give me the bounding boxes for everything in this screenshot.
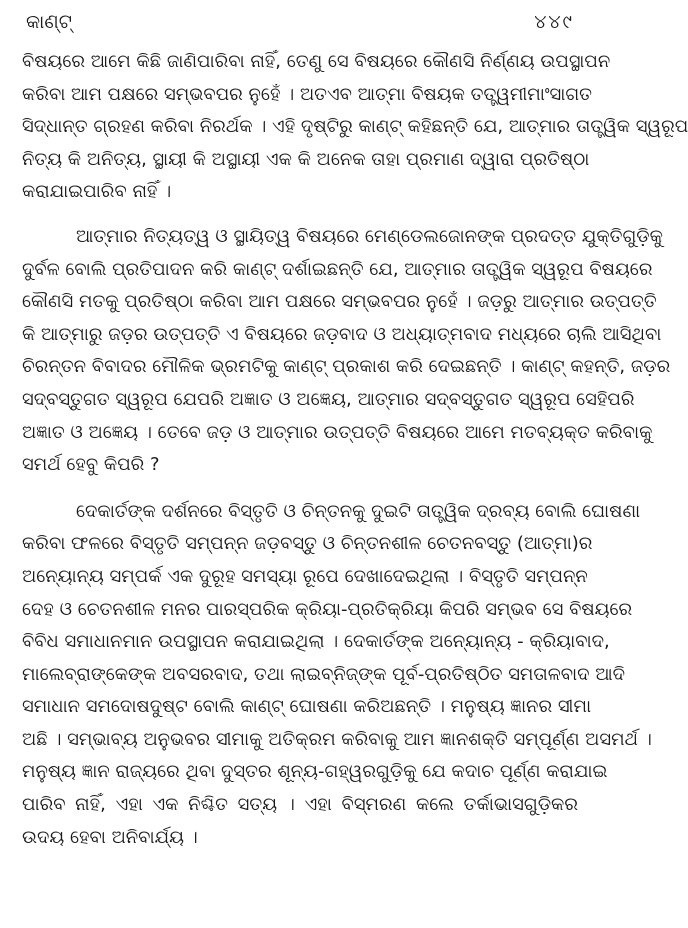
paragraph-line: ବିଷୟରେ ଆମେ କିଛି ଜାଣିପାରିବା ନାହିଁ, ତେଣୁ ସେ ବିଷୟରେ କୌଣସି ନିର୍ଣ୍ଣୟ ଉପସ୍ଥାପନ [22,51,611,72]
paragraph-line: ଅନ୍ୟୋନ୍ୟ ସମ୍ପର୍କ ଏକ ଦୁରୂହ ସମସ୍ୟା ରୂପେ ଦେଖାଦେଇଥିଲା । ବିସ୍ତୃତି ସମ୍ପନ୍ନ [22,565,588,587]
paragraph-line: ବିବିଧ ସମାଧାନମାନ ଉପସ୍ଥାପନ କରାଯାଇଥିଲା । ଦେକାର୍ତଙ୍କ ଅନ୍ୟୋନ୍ୟ - କ୍ରିୟାବାଦ, [22,631,610,653]
paragraph-line: ଚିରନ୍ତନ ବିବାଦର ମୌଳିକ ଭ୍ରମଟିକୁ କାଣ୍ଟ୍ ପ୍ରକାଶ କରି ଦେଇଛନ୍ତି । କାଣ୍ଟ୍ କହନ୍ତି, ଜଡ଼ର [22,356,671,378]
paragraph-line: ଉଦୟ ହେବା ଅନିବାର୍ଯ୍ୟ । [22,826,198,848]
paragraph-line: ମାଲେବ୍ରାଙ୍କେଙ୍କ ଅବସରବାଦ, ତଥା ଲାଇବ୍‌ନିଜ୍‌ଙ୍କ ପୂର୍ବ-ପ୍ରତିଷ୍ଠିତ ସମତାଳବାଦ ଆଦି [22,663,625,685]
paragraph-line: କରିବା ଆମ ପକ୍ଷରେ ସମ୍ଭବପର ନୁହେଁ । ଅତଏବ ଆତ୍ମା ବିଷୟକ ତତ୍ତ୍ୱମୀମାଂସାଗତ [22,83,592,105]
paragraph-line: ସିଦ୍ଧାନ୍ତ ଗ୍ରହଣ କରିବା ନିରର୍ଥକ । ଏହି ଦୃଷ୍ଟିରୁ କାଣ୍ଟ୍ କହିଛନ୍ତି ଯେ, ଆତ୍ମାର ତାତ୍ତ୍ୱିକ ସ୍ୱରୂପ [22,116,688,138]
paragraph-line: ସମର୍ଥ ହେବୁ କିପରି ? [22,454,160,476]
paragraph-line: ପାରିବ ନାହିଁ, ଏହା ଏକ ନିଶ୍ଚିତ ସତ୍ୟ । ଏହା ବିସ୍ମରଣ କଲେ ତର୍କାଭାସଗୁଡ଼ିକର [22,794,578,816]
header-title: କାଣ୍ଟ୍ [26,11,72,33]
paragraph-line: କରିବା ଫଳରେ ବିସ୍ତୃତି ସମ୍ପନ୍ନ ଜଡ଼ବସ୍ତୁ ଓ ଚିନ୍ତନଶୀଳ ଚେତନବସ୍ତୁ (ଆତ୍ମା)ର [22,533,593,555]
paragraph-line: ମନୁଷ୍ୟ ଜ୍ଞାନ ରାଜ୍ୟରେ ଥିବା ଦୁସ୍ତର ଶୂନ୍ୟ-ଗହ୍ୱରଗୁଡ଼ିକୁ ଯେ କଦାଚ ପୂର୍ଣ୍ଣ କରାଯାଇ [22,761,608,783]
paragraph-line: ଅଜ୍ଞାତ ଓ ଅଜ୍ଞେୟ । ତେବେ ଜଡ଼ ଓ ଆତ୍ମାର ଉତ୍ପତ୍ତି ବିଷୟରେ ଆମେ ମତବ୍ୟକ୍ତ କରିବାକୁ [22,421,653,443]
paragraph-3 [22,496,652,855]
paragraph-line: ସମାଧାନ ସମଦୋଷଦୁଷ୍ଟ ବୋଲି କାଣ୍ଟ୍ ଘୋଷଣା କରିଅଛନ୍ତି । ମନୁଷ୍ୟ ଜ୍ଞାନର ସୀମା [22,696,592,718]
running-header [20,8,580,36]
paragraph-line: ସଦ୍‌ବସ୍ତୁଗତ ସ୍ୱରୂପ ଯେପରି ଅଜ୍ଞାତ ଓ ଅଜ୍ଞେୟ, ଆତ୍ମାର ସଦ୍‌ବସ୍ତୁଗତ ସ୍ୱରୂପ ସେହିପରି [22,388,635,410]
paragraph-line: ଦୁର୍ବଳ ବୋଲି ପ୍ରତିପାଦନ କରି କାଣ୍ଟ୍ ଦର୍ଶାଇଛନ୍ତି ଯେ, ଆତ୍ମାର ତାତ୍ତ୍ୱିକ ସ୍ୱରୂପ ବିଷୟରେ [22,258,653,280]
paragraph-line: କି ଆତ୍ମାରୁ ଜଡ଼ର ଉତ୍ପତ୍ତି ଏ ବିଷୟରେ ଜଡ଼ବାଦ ଓ ଅଧ୍ୟାତ୍ମବାଦ ମଧ୍ୟରେ ଚାଲି ଆସିଥିବା [22,323,662,345]
body-text [22,46,688,854]
paragraph-2 [22,221,671,482]
paragraph-1 [22,46,688,209]
paragraph-line: ଦେହ ଓ ଚେତନଶୀଳ ମନର ପାରସ୍ପରିକ କ୍ରିୟା-ପ୍ରତିକ୍ରିୟା କିପରି ସମ୍ଭବ ସେ ବିଷୟରେ [22,598,633,620]
paragraph-line: କୌଣସି ମତକୁ ପ୍ରତିଷ୍ଠା କରିବା ଆମ ପକ୍ଷରେ ସମ୍ଭବପର ନୁହେଁ । ଜଡ଼ରୁ ଆତ୍ମାର ଉତ୍ପତ୍ତି [22,291,657,313]
paragraph-line: ଦେକାର୍ତଙ୍କ ଦର୍ଶନରେ ବିସ୍ତୃତି ଓ ଚିନ୍ତନକୁ ଦୁଇଟି ତାତ୍ତ୍ୱିକ ଦ୍ରବ୍ୟ ବୋଲି ଘୋଷଣା [76,500,641,522]
paragraph-line: ଆତ୍ମାର ନିତ୍ୟତ୍ୱ ଓ ସ୍ଥାୟିତ୍ୱ ବିଷୟରେ ମେଣ୍ଡେଲଜୋନଙ୍କ ପ୍ରଦତ୍ତ ଯୁକ୍ତିଗୁଡ଼ିକୁ [76,225,663,247]
page-number: ୪୪୯ [534,11,574,33]
paragraph-line: ନିତ୍ୟ କି ଅନିତ୍ୟ, ସ୍ଥାୟୀ କି ଅସ୍ଥାୟୀ ଏକ କି ଅନେକ ତାହା ପ୍ରମାଣ ଦ୍ୱାରା ପ୍ରତିଷ୍ଠା [22,148,590,170]
paragraph-line: ଅଛି । ସମ୍ଭାବ୍ୟ ଅନୁଭବର ସୀମାକୁ ଅତିକ୍ରମ କରିବାକୁ ଆମ ଜ୍ଞାନଶକ୍ତି ସମ୍ପୂର୍ଣ୍ଣ ଅସମର୍ଥ । [22,728,652,750]
paragraph-line: କରାଯାଇପାରିବ ନାହିଁ । [22,181,172,203]
